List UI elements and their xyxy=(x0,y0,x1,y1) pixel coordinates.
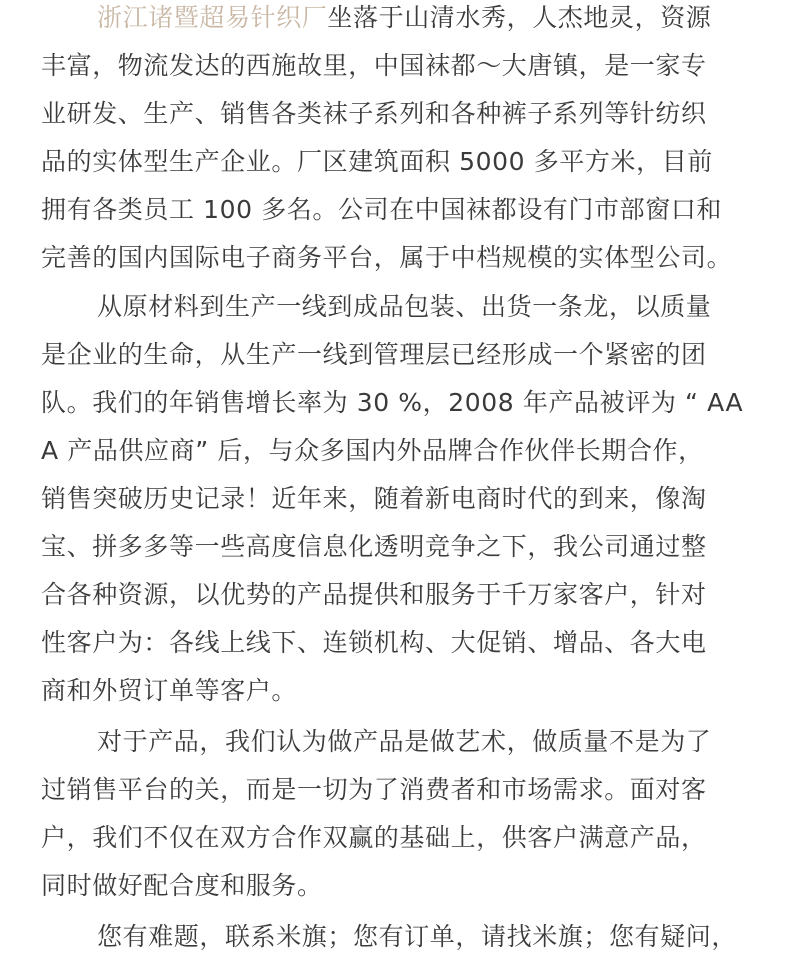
quality-line-7: 合各种资源，以优势的产品提供和服务于千万家客户，针对 xyxy=(41,580,707,609)
intro-line-3: 业研发、生产、销售各类袜子系列和各种裤子系列等针纺织 xyxy=(41,99,707,128)
quality-line-4: A 产品供应商” 后，与众多国内外品牌合作伙伴长期合作， xyxy=(41,436,704,465)
product-line-2: 过销售平台的关，而是一切为了消费者和市场需求。面对客 xyxy=(41,775,707,804)
quality-line-8: 性客户为：各线上线下、连锁机构、大促销、增品、各大电 xyxy=(41,628,707,657)
contact-line-1: 您有难题，联系米旗；您有订单，请找米旗；您有疑问， xyxy=(97,922,738,951)
quality-line-9: 商和外贸订单等客户。 xyxy=(41,676,298,705)
product-line-4: 同时做好配合度和服务。 xyxy=(41,871,323,900)
product-line-1: 对于产品，我们认为做产品是做艺术，做质量不是为了 xyxy=(97,727,712,756)
intro-line-1 xyxy=(97,0,711,42)
quality-line-6: 宝、拼多多等一些高度信息化透明竞争之下，我公司通过整 xyxy=(41,532,707,561)
quality-line-2: 是企业的生命，从生产一线到管理层已经形成一个紧密的团 xyxy=(41,340,707,369)
intro-line-2: 丰富，物流发达的西施故里，中国袜都～大唐镇，是一家专 xyxy=(41,51,707,80)
company-name: 浙江诸暨超易针织厂 xyxy=(97,3,328,32)
intro-line-1-text: 坐落于山清水秀，人杰地灵，资源 xyxy=(327,3,712,32)
product-line-3: 户，我们不仅在双方合作双赢的基础上，供客户满意产品， xyxy=(41,823,707,852)
intro-line-6: 完善的国内国际电子商务平台，属于中档规模的实体型公司。 xyxy=(41,243,733,272)
intro-line-5: 拥有各类员工 100 多名。公司在中国袜都设有门市部窗口和 xyxy=(41,195,723,224)
intro-line-4: 品的实体型生产企业。厂区建筑面积 5000 多平方米，目前 xyxy=(41,147,713,176)
quality-line-1: 从原材料到生产一线到成品包装、出货一条龙，以质量 xyxy=(97,292,712,321)
quality-line-3: 队。我们的年销售增长率为 30 %，2008 年产品被评为 “ AA xyxy=(41,388,744,417)
quality-line-5: 销售突破历史记录！近年来，随着新电商时代的到来，像淘 xyxy=(41,484,707,513)
